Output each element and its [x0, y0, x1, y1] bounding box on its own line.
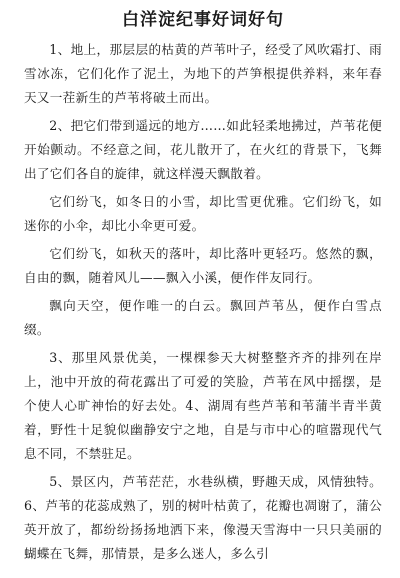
paragraph-3: 它们纷飞，如冬日的小雪，却比雪更优雅。它们纷飞，如迷你的小伞，却比小伞更可爱。 — [24, 194, 382, 233]
document-body — [24, 38, 382, 566]
paragraph-7: 5、景区内，芦苇茫茫，水巷纵横，野趣天成，风情独特。6、芦苇的花蕊成熟了，别的树叶枯黄了，花瓣也凋谢了，蒲公英开放了，都纷纷扬扬地洒下来，像漫天雪海中一只只美丽的蝴蝶在飞舞，那情景，是多么迷人，多么引 — [24, 474, 382, 561]
paragraph-4: 它们纷飞，如秋天的落叶，却比落叶更轻巧。悠然的飘，自由的飘，随着风儿——飘入小溪，便作伴友同行。 — [24, 246, 382, 285]
paragraph-2: 2、把它们带到遥远的地方……如此轻柔地拂过，芦苇花便开始颤动。不经意之间，花儿散开了，在火红的背景下，飞舞出了它们各自的旋律，就这样漫天飘散着。 — [24, 118, 382, 181]
paragraph-6: 3、那里风景优美，一棵棵参天大树整整齐齐的排列在岸上，池中开放的荷花露出了可爱的笑脸，芦苇在风中摇摆，是个使人心旷神怡的好去处。4、湖周有些芦苇和苇蒲半青半黄着，野性十足貌似幽静安宁之地，自是与市中心的喧嚣现代气息不同，不禁驻足。 — [24, 350, 382, 461]
document-title: 白洋淀纪事好词好句 — [122, 10, 284, 30]
paragraph-5: 飘向天空，便作唯一的白云。飘回芦苇丛，便作白雪点缀。 — [24, 298, 382, 337]
paragraph-1: 1、地上，那层层的枯黄的芦苇叶子，经受了风吹霜打、雨雪冰冻，它们化作了泥土，为地下的芦笋根提供养料，来年春天又一茬新生的芦苇将破土而出。 — [24, 42, 382, 105]
